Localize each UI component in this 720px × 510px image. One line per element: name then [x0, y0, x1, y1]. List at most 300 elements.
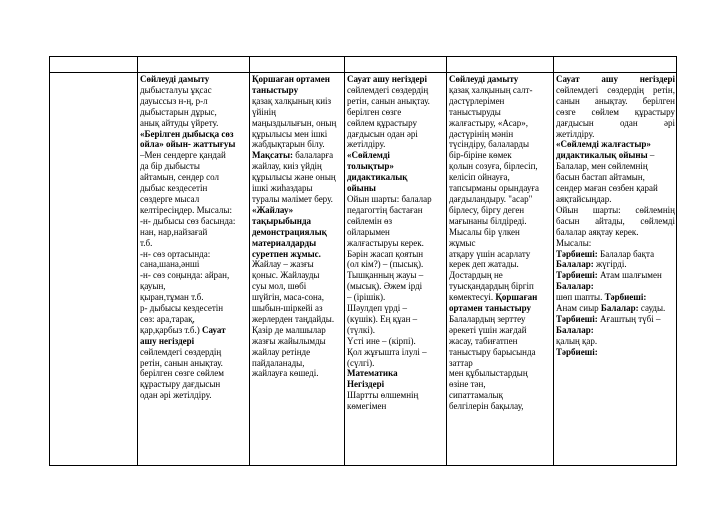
- text-run: мағынаны білдіреді.: [449, 215, 527, 226]
- text-line: [140, 85, 248, 96]
- text-line: [140, 118, 248, 129]
- bold-text-run: ашу: [601, 74, 618, 84]
- activity-cell-2: [250, 73, 345, 466]
- text-line: [556, 259, 675, 270]
- text-run: келісіп ойнауға,: [449, 172, 510, 183]
- text-line: [347, 303, 445, 314]
- table-header-row: [50, 57, 677, 73]
- text-line: [140, 368, 248, 379]
- text-line: [252, 227, 343, 238]
- text-run: қар,қарбыз т.б.): [140, 324, 202, 335]
- text-line: [140, 194, 248, 205]
- text-line: [556, 129, 675, 140]
- text-line: [140, 270, 248, 281]
- text-run: өзіне тән,: [449, 379, 486, 390]
- text-run: қоныс. Жайлауды: [252, 270, 320, 281]
- text-run: дыбысталуы ұқсас: [140, 84, 212, 95]
- text-run: қазақ халқының киіз: [252, 95, 332, 106]
- bold-text-run: демонстрациялық: [252, 226, 327, 237]
- bold-text-run: таныстыру: [252, 84, 299, 95]
- bold-text-run: Сөйлеуді дамыту: [140, 74, 210, 84]
- text-line: [252, 172, 343, 183]
- text-run: берілген сөзге: [347, 106, 402, 117]
- text-line: [556, 74, 675, 85]
- text-line: [449, 161, 552, 172]
- text-line: [140, 139, 248, 150]
- text-run: жалғастыруы керек.: [347, 237, 424, 248]
- text-run: одан әрі жетілдіру.: [140, 390, 212, 401]
- bold-text-run: «Жайлау»: [252, 204, 294, 215]
- text-run: нан, нар,найзағай: [140, 226, 208, 237]
- text-run: көмегімен: [347, 401, 387, 412]
- text-run: жайлауға көшеді.: [252, 368, 319, 379]
- text-run: Шартты өлшемнің: [347, 390, 419, 401]
- text-line: [556, 107, 675, 118]
- text-run: (мысық). Әжем ірдi: [347, 281, 423, 292]
- text-line: [449, 336, 552, 347]
- header-cell-empty: [50, 57, 138, 73]
- text-line: [347, 85, 445, 96]
- text-run: қауын,: [140, 281, 166, 292]
- text-run: түсіндіру, балаларды: [449, 139, 530, 150]
- table-body-row: [50, 73, 677, 466]
- text-line: [347, 183, 445, 194]
- bold-text-run: ортамен таныстыру: [449, 303, 532, 314]
- bold-text-run: суретпен жұмыс.: [252, 248, 321, 259]
- text-run: мен құбылыстардың: [449, 368, 528, 379]
- activity-cell-3: [345, 73, 447, 466]
- text-run: келтіресіңдер. Мысалы:: [140, 204, 232, 215]
- bold-text-run: Балалар:: [556, 324, 594, 335]
- text-line: [252, 358, 343, 369]
- text-run: сөйлем құрастыру: [347, 117, 417, 128]
- text-line: [252, 347, 343, 358]
- bold-text-run: «Сөйлемді: [347, 150, 390, 161]
- text-run: (сүлгі).: [347, 357, 375, 368]
- header-cell: [138, 57, 250, 73]
- text-line: [347, 150, 445, 161]
- text-line: [347, 281, 445, 292]
- text-run: балаларға: [295, 150, 334, 161]
- bold-text-run: Балалар:: [556, 281, 594, 292]
- text-line: [140, 107, 248, 118]
- text-line: [556, 150, 675, 161]
- text-line: [556, 325, 675, 336]
- text-line: [140, 183, 248, 194]
- text-line: [556, 303, 675, 314]
- text-line: [449, 150, 552, 161]
- text-line: [347, 379, 445, 390]
- text-run: Қол жұғышта ілулі –: [347, 346, 427, 357]
- text-run: сөз: ара,тарақ,: [140, 313, 195, 324]
- text-line: [556, 238, 675, 249]
- text-run: айтамын, сендер сол: [140, 172, 220, 183]
- text-run: ретін, санын анықтау.: [347, 95, 430, 106]
- activity-text: [447, 73, 553, 412]
- text-line: [449, 227, 552, 238]
- text-line: [140, 336, 248, 347]
- text-line: [140, 227, 248, 238]
- text-run: Тышқанның жауы –: [347, 270, 424, 281]
- text-run: Балалар бақта: [600, 248, 655, 259]
- text-line: [347, 401, 445, 412]
- text-line: [252, 161, 343, 172]
- bold-text-run: Тәрбиеші:: [556, 313, 601, 324]
- text-run: (түлкі).: [347, 324, 376, 335]
- text-run: да бір дыбысты: [140, 161, 200, 172]
- text-run: үйінің: [252, 106, 276, 117]
- text-run: жерлерден таңдайды.: [252, 313, 335, 324]
- text-line: [556, 183, 675, 194]
- text-run: анық айтуды үйрету.: [140, 117, 219, 128]
- text-line: [252, 107, 343, 118]
- text-line: [347, 107, 445, 118]
- text-run: бірлесу, біргу деген: [449, 204, 525, 215]
- text-line: [252, 139, 343, 150]
- text-line: [347, 172, 445, 183]
- activity-text: [345, 73, 446, 412]
- text-line: [140, 259, 248, 270]
- bold-text-run: Математика: [347, 368, 398, 379]
- text-run: сөйлемдегі сөздердің: [140, 346, 222, 357]
- text-line: [140, 216, 248, 227]
- text-line: [347, 270, 445, 281]
- plan-table: [49, 56, 677, 466]
- text-line: [449, 118, 552, 129]
- text-line: [449, 401, 552, 412]
- bold-text-run: материалдарды: [252, 237, 317, 248]
- text-line: [140, 292, 248, 303]
- header-cell: [345, 57, 447, 73]
- text-line: [140, 74, 248, 85]
- text-run: р- дыбысы кездесетін: [140, 303, 224, 314]
- text-run: Мысалы:: [556, 237, 592, 248]
- text-run: педагогтің бастаған: [347, 204, 423, 215]
- text-line: [252, 368, 343, 379]
- text-run: әрекеті үшін жағдай: [449, 324, 527, 335]
- activity-text: [554, 73, 676, 358]
- bold-text-run: тақырыбында: [252, 215, 312, 226]
- text-run: (күшік). Ең құан –: [347, 313, 418, 324]
- text-run: құрылысы мен ішкі: [252, 128, 328, 139]
- text-line: [252, 129, 343, 140]
- text-line: [252, 96, 343, 107]
- text-run: сөйлемін өз: [347, 215, 393, 226]
- text-run: Қазір де малшылар: [252, 324, 326, 335]
- text-line: [556, 161, 675, 172]
- text-line: [140, 161, 248, 172]
- text-line: [449, 205, 552, 216]
- text-line: [252, 292, 343, 303]
- text-line: [347, 118, 445, 129]
- bold-text-run: Сөйлеуді дамыту: [449, 74, 519, 84]
- text-line: [556, 292, 675, 303]
- text-line: [449, 85, 552, 96]
- text-run: дәстүрлерімен: [449, 95, 505, 106]
- text-run: дағдыландыру. "асар": [449, 193, 533, 204]
- text-run: балалар аяқтау керек.: [556, 226, 639, 237]
- text-line: [140, 249, 248, 260]
- text-run: керек деп жатады.: [449, 259, 519, 270]
- text-run: [580, 74, 602, 84]
- text-line: [252, 303, 343, 314]
- bold-text-run: Тәрбиеші:: [556, 248, 601, 259]
- text-line: [252, 216, 343, 227]
- text-run: жұмыс: [449, 237, 476, 248]
- text-line: [252, 270, 343, 281]
- text-run: Бәрін жасап қоятын: [347, 248, 424, 259]
- header-cell: [554, 57, 677, 73]
- text-line: [449, 358, 552, 369]
- text-line: [252, 194, 343, 205]
- text-run: шыбын-шіркейі аз: [252, 303, 323, 314]
- text-line: [556, 194, 675, 205]
- text-line: [252, 259, 343, 270]
- text-run: Ағаштың түбі –: [600, 313, 661, 324]
- text-line: [347, 205, 445, 216]
- activity-text: [138, 73, 249, 401]
- text-line: [252, 85, 343, 96]
- text-line: [449, 303, 552, 314]
- text-line: [252, 183, 343, 194]
- text-line: [347, 358, 445, 369]
- text-run: -н- сөз соңында: айран,: [140, 270, 230, 281]
- text-run: ретін, санын анықтау.: [140, 357, 223, 368]
- text-line: [347, 139, 445, 150]
- text-run: атқару үшін асарлату: [449, 248, 531, 259]
- text-line: [347, 74, 445, 85]
- text-line: [252, 336, 343, 347]
- text-line: [347, 336, 445, 347]
- text-run: суы мол, шөбі: [252, 281, 307, 292]
- text-line: [252, 150, 343, 161]
- bold-text-run: Балалар:: [600, 303, 641, 314]
- bold-text-run: дидактикалық ойыны: [556, 150, 650, 161]
- text-line: [449, 325, 552, 336]
- text-line: [252, 249, 343, 260]
- text-line: [449, 74, 552, 85]
- bold-text-run: Тәрбиеші:: [604, 292, 647, 303]
- text-line: [556, 205, 675, 216]
- text-run: таныстыру барысында: [449, 346, 536, 357]
- text-run: көмектесуі.: [449, 292, 496, 303]
- text-run: жүгірді.: [595, 259, 627, 270]
- text-run: сөйлемдегі сөздердің ретін,: [556, 84, 675, 95]
- text-run: Ойын шарты: сөйлемнің: [556, 204, 675, 215]
- text-line: [556, 216, 675, 227]
- text-run: ойларымен: [347, 226, 390, 237]
- text-line: [140, 205, 248, 216]
- bold-text-run: Мақсаты:: [252, 150, 296, 161]
- text-line: [140, 390, 248, 401]
- header-cell: [250, 57, 345, 73]
- bold-text-run: толықтыр»: [347, 161, 394, 172]
- bold-text-run: Тәрбиеші:: [556, 270, 601, 281]
- text-line: [556, 172, 675, 183]
- text-line: [347, 347, 445, 358]
- text-line: [449, 96, 552, 107]
- text-run: [618, 74, 640, 84]
- text-line: [449, 368, 552, 379]
- text-run: маңыздылығын, оның: [252, 117, 337, 128]
- text-run: дәстүрінің мәнін: [449, 128, 514, 139]
- text-line: [347, 227, 445, 238]
- text-run: сана,шана,әнші: [140, 259, 200, 270]
- text-run: санын анықтау. берілген: [556, 95, 675, 106]
- text-run: қалың қар.: [556, 335, 598, 346]
- bold-text-run: Қоршаған ортамен: [252, 74, 330, 84]
- bold-text-run: Балалар:: [556, 259, 596, 270]
- text-run: құрылысы және оның: [252, 172, 336, 183]
- bold-text-run: ойла» ойын- жаттығуы: [140, 139, 236, 150]
- text-run: жетілдіру.: [556, 128, 595, 139]
- text-run: пайдаланады,: [252, 357, 305, 368]
- text-run: -н- дыбысы сөз басында:: [140, 215, 236, 226]
- text-run: (ол кім?) – (пысық).: [347, 259, 424, 270]
- text-run: – (ірішік).: [347, 292, 386, 303]
- text-line: [449, 270, 552, 281]
- text-line: [449, 183, 552, 194]
- text-run: жасау, табиғатпен: [449, 335, 518, 346]
- text-run: Балалар, мен сөйлемнің: [556, 161, 648, 172]
- text-line: [347, 161, 445, 172]
- text-line: [140, 358, 248, 369]
- text-line: [347, 325, 445, 336]
- text-run: т.б.: [140, 237, 153, 248]
- text-run: аяқтайсыңдар.: [556, 193, 612, 204]
- text-run: –Мен сендерге қандай: [140, 150, 226, 161]
- text-line: [347, 249, 445, 260]
- text-line: [347, 390, 445, 401]
- text-line: [556, 85, 675, 96]
- text-run: дағдысын одан әрі: [556, 117, 675, 128]
- text-run: дыбыс кездесетін: [140, 183, 208, 194]
- text-run: жетілдіру.: [347, 139, 386, 150]
- bold-text-run: негіздері: [639, 74, 675, 84]
- text-line: [449, 259, 552, 270]
- activity-text: [250, 73, 344, 379]
- text-line: [140, 150, 248, 161]
- text-run: шүйгін, маса-сона,: [252, 292, 325, 303]
- text-run: сөзге сөйлем құрастыру: [556, 106, 675, 117]
- text-run: туысқандардың біргіп: [449, 281, 534, 292]
- text-line: [449, 379, 552, 390]
- bold-text-run: «Берілген дыбысқа сөз: [140, 128, 234, 139]
- text-line: [556, 249, 675, 260]
- activity-cell-5: [554, 73, 677, 466]
- bold-text-run: Сауат ашу негіздері: [347, 74, 427, 84]
- text-run: туралы мәлімет беру.: [252, 193, 333, 204]
- text-line: [347, 129, 445, 140]
- text-run: жайлау ретінде: [252, 346, 311, 357]
- text-run: Атам шалғымен: [600, 270, 662, 281]
- text-line: [449, 347, 552, 358]
- text-run: Шәулдеп үрді –: [347, 303, 408, 314]
- text-run: –: [649, 150, 655, 161]
- text-line: [449, 194, 552, 205]
- bold-text-run: Қоршаған: [495, 292, 538, 303]
- text-line: [556, 314, 675, 325]
- text-run: берілген сөзге сөйлем: [140, 368, 224, 379]
- text-run: жазғы жайылымды: [252, 335, 326, 346]
- bold-text-run: Сауат: [556, 74, 580, 84]
- text-run: Үсті ине – (кірпі).: [347, 335, 416, 346]
- text-run: басын бастап айтамын,: [556, 172, 645, 183]
- bold-text-run: дидактикалық: [347, 172, 408, 183]
- text-run: сендер маған сөзбен қарай: [556, 183, 658, 194]
- text-line: [252, 281, 343, 292]
- text-run: бір-біріне көмек: [449, 150, 512, 161]
- text-line: [140, 379, 248, 390]
- text-run: құрастыру дағдысын: [140, 379, 221, 390]
- bold-text-run: Тәрбиеші:: [556, 346, 598, 357]
- text-line: [556, 347, 675, 358]
- text-line: [556, 227, 675, 238]
- text-run: -н- сөз ортасында:: [140, 248, 211, 259]
- text-line: [140, 314, 248, 325]
- text-run: жабдықтарын білу.: [252, 139, 325, 150]
- text-run: Ойын шарты: балалар: [347, 193, 432, 204]
- text-run: Жайлау – жазғы: [252, 259, 314, 270]
- text-line: [140, 303, 248, 314]
- text-line: [140, 325, 248, 336]
- text-run: Анам сиыр: [556, 303, 601, 314]
- text-line: [449, 292, 552, 303]
- text-run: сипаттамалық: [449, 390, 503, 401]
- text-line: [140, 129, 248, 140]
- bold-text-run: ашу негіздері: [140, 335, 195, 346]
- text-run: Достардың не: [449, 270, 503, 281]
- text-run: сауды.: [640, 303, 666, 314]
- text-line: [252, 238, 343, 249]
- text-line: [252, 118, 343, 129]
- text-run: жалғастыру, «Асар»,: [449, 117, 529, 128]
- text-line: [347, 238, 445, 249]
- text-run: Балалардың зерттеу: [449, 313, 526, 324]
- text-run: таныстыруды: [449, 106, 501, 117]
- text-run: заттар: [449, 357, 473, 368]
- text-line: [252, 74, 343, 85]
- text-line: [449, 390, 552, 401]
- text-line: [449, 249, 552, 260]
- text-run: дыбыстарын дұрыс,: [140, 106, 217, 117]
- text-line: [347, 259, 445, 270]
- text-run: басын айтады, сөйлемді: [556, 215, 675, 226]
- text-line: [252, 314, 343, 325]
- text-line: [556, 139, 675, 150]
- text-run: дағдысын одан әрі: [347, 128, 418, 139]
- text-line: [140, 347, 248, 358]
- text-run: қолын созуға, бірлесіп,: [449, 161, 538, 172]
- text-line: [449, 172, 552, 183]
- text-line: [556, 281, 675, 292]
- text-line: [556, 336, 675, 347]
- text-line: [140, 172, 248, 183]
- text-run: қазақ халқының салт-: [449, 84, 533, 95]
- bold-text-run: Негіздері: [347, 379, 385, 390]
- text-line: [449, 314, 552, 325]
- activity-cell-1: [138, 73, 250, 466]
- text-run: Мысалы бір үлкен: [449, 226, 520, 237]
- text-line: [556, 96, 675, 107]
- text-line: [347, 194, 445, 205]
- text-run: шөп шапты.: [556, 292, 605, 303]
- text-run: ішкі жиһаздары: [252, 183, 313, 194]
- text-run: дауыссыз н-ң, р-л: [140, 95, 208, 106]
- text-run: тапсырманы орындауға: [449, 183, 540, 194]
- header-cell: [447, 57, 554, 73]
- text-line: [347, 368, 445, 379]
